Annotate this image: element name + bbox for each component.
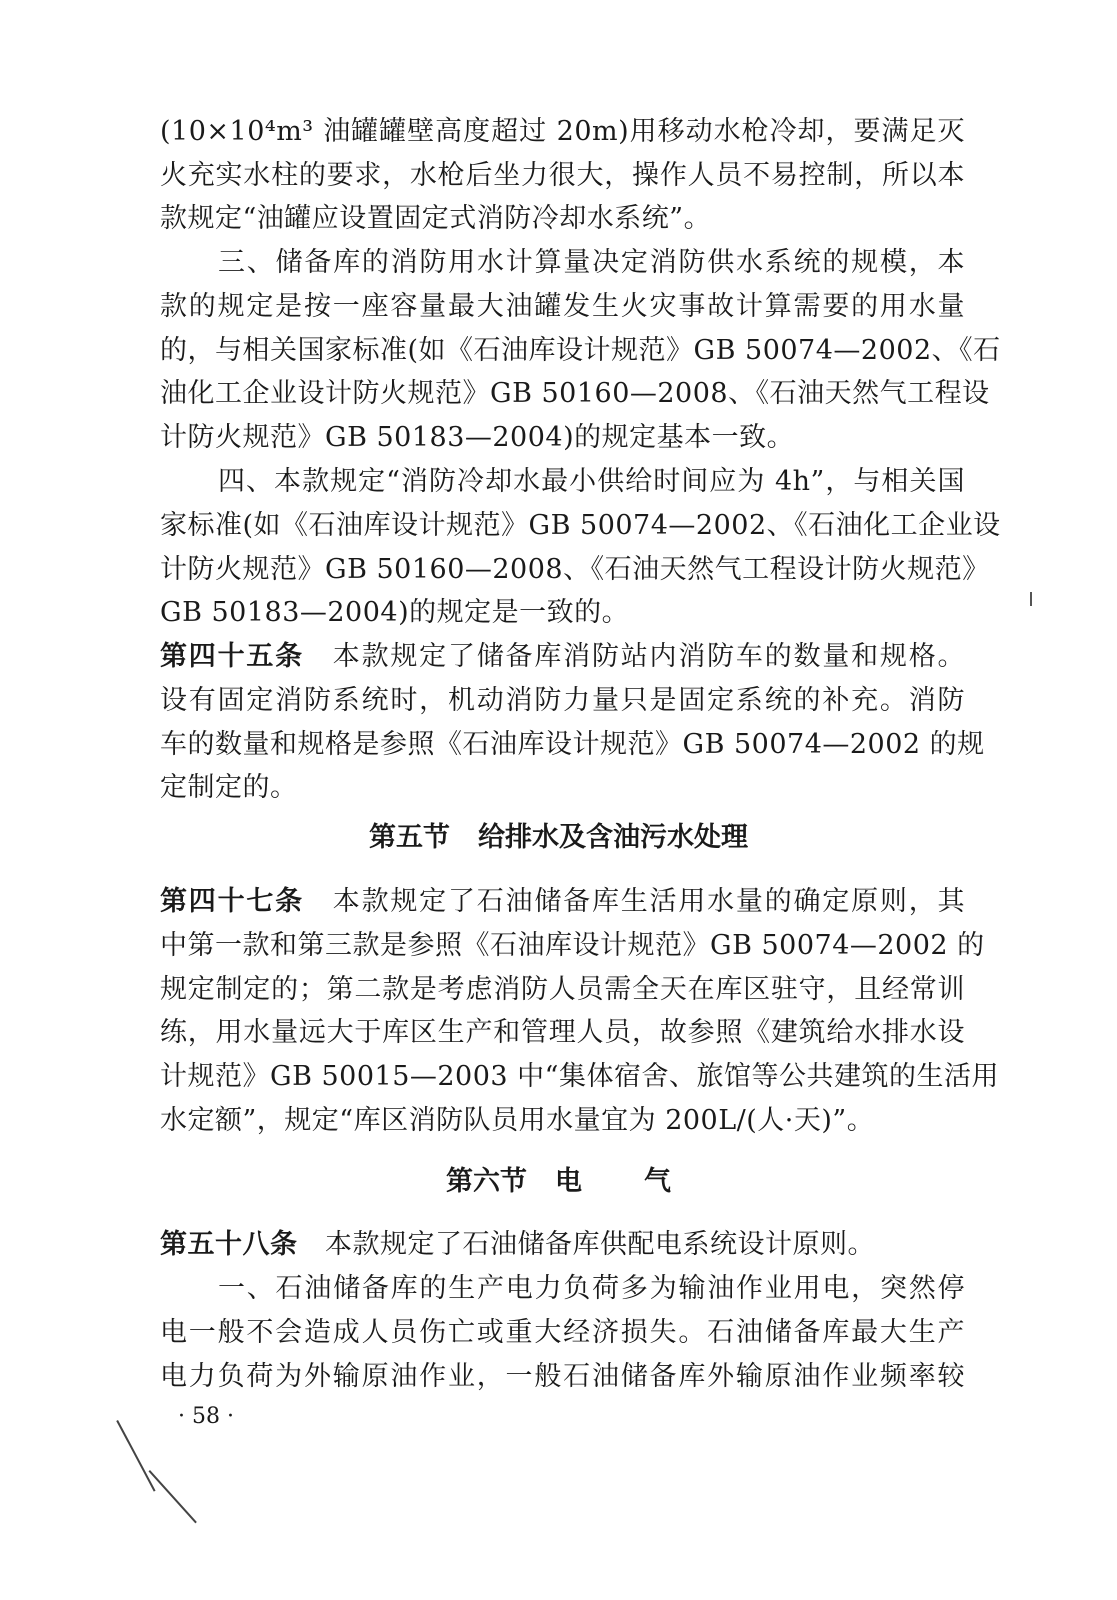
text-line: 计防火规范》GB 50160—2008、《石油天然气工程设计防火规范》 bbox=[160, 554, 990, 585]
article-text: 本款规定了石油储备库供配电系统设计原则。 bbox=[325, 1229, 875, 1260]
text-line: (10×10⁴m³ 油罐罐壁高度超过 20m)用移动水枪冷却，要满足灭 bbox=[160, 116, 965, 147]
text-line: 电一般不会造成人员伤亡或重大经济损失。石油储备库最大生产 bbox=[160, 1317, 965, 1348]
article-label: 第四十五条 bbox=[160, 641, 304, 672]
text-line: 规定制定的；第二款是考虑消防人员需全天在库区驻守，且经常训 bbox=[160, 974, 965, 1005]
article-58-first-line bbox=[160, 1227, 965, 1263]
article-47-first-line bbox=[160, 884, 965, 920]
article-text: 本款规定了石油储备库生活用水量的确定原则，其 bbox=[331, 886, 966, 917]
text-line: 定制定的。 bbox=[160, 772, 298, 803]
text-line: 车的数量和规格是参照《石油库设计规范》GB 50074—2002 的规 bbox=[160, 729, 985, 760]
text-line: 家标准(如《石油库设计规范》GB 50074—2002、《石油化工企业设 bbox=[160, 510, 1001, 541]
section-heading bbox=[0, 1164, 1117, 1200]
article-45-first-line bbox=[160, 639, 965, 675]
text-line: 中第一款和第三款是参照《石油库设计规范》GB 50074—2002 的 bbox=[160, 930, 985, 961]
page-number: · 58 · bbox=[178, 1404, 234, 1429]
section-heading bbox=[0, 820, 1117, 856]
text-line: 三、储备库的消防用水计算量决定消防供水系统的规模，本 bbox=[218, 247, 965, 278]
section-number: 第五节 bbox=[369, 822, 450, 853]
text-line: 计防火规范》GB 50183—2004)的规定基本一致。 bbox=[160, 422, 795, 453]
article-label: 第四十七条 bbox=[160, 886, 304, 917]
text-line: 四、本款规定“消防冷却水最小供给时间应为 4h”，与相关国 bbox=[218, 466, 965, 497]
text-line: GB 50183—2004)的规定是一致的。 bbox=[160, 597, 630, 628]
text-line: 款规定“油罐应设置固定式消防冷却水系统”。 bbox=[160, 203, 712, 234]
text-line: 水定额”，规定“库区消防队员用水量宜为 200L/(人·天)”。 bbox=[160, 1105, 875, 1136]
text-line: 计规范》GB 50015—2003 中“集体宿舍、旅馆等公共建筑的生活用 bbox=[160, 1061, 999, 1092]
article-label: 第五十八条 bbox=[160, 1229, 298, 1260]
text-line: 设有固定消防系统时，机动消防力量只是固定系统的补充。消防 bbox=[160, 685, 965, 716]
text-line: 一、石油储备库的生产电力负荷多为输油作业用电，突然停 bbox=[218, 1273, 965, 1304]
scan-mark bbox=[117, 1420, 156, 1491]
text-line: 电力负荷为外输原油作业，一般石油储备库外输原油作业频率较 bbox=[160, 1361, 965, 1392]
text-line: 的，与相关国家标准(如《石油库设计规范》GB 50074—2002、《石 bbox=[160, 335, 1001, 366]
article-text: 本款规定了储备库消防站内消防车的数量和规格。 bbox=[331, 641, 966, 672]
text-line: 款的规定是按一座容量最大油罐发生火灾事故计算需要的用水量 bbox=[160, 291, 965, 322]
text-line: 练，用水量远大于库区生产和管理人员，故参照《建筑给水排水设 bbox=[160, 1017, 965, 1048]
scan-mark bbox=[149, 1470, 197, 1523]
scan-mark bbox=[1030, 592, 1032, 606]
section-title-part: 电 bbox=[555, 1166, 582, 1197]
section-title-part: 气 bbox=[644, 1166, 671, 1197]
section-title: 给排水及含油污水处理 bbox=[478, 822, 748, 853]
section-number: 第六节 bbox=[446, 1166, 527, 1197]
text-line: 油化工企业设计防火规范》GB 50160—2008、《石油天然气工程设 bbox=[160, 378, 990, 409]
text-line: 火充实水柱的要求，水枪后坐力很大，操作人员不易控制，所以本 bbox=[160, 160, 965, 191]
